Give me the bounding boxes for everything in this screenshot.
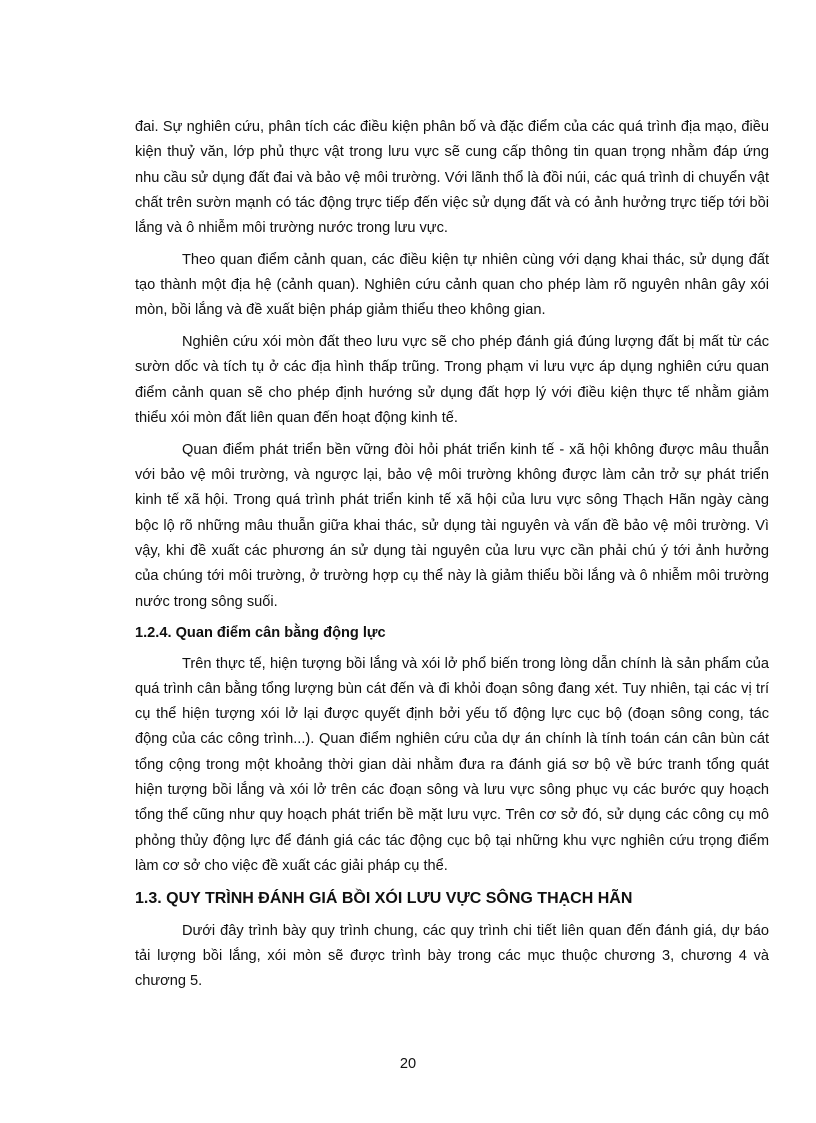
paragraph-dynamic-balance: Trên thực tế, hiện tượng bồi lắng và xói lở phổ biến trong lòng dẫn chính là sản phẩm của quá trình cân bằng tổng lượng bùn cát đến và đi khỏi đoạn sông đang xét. Tuy nhiên, tại các vị trí cụ thể hiện tượng xói lở lại được quyết định bởi yếu tố động lực cục bộ (đoạn sông cong, tác động của các công trình...). Quan điểm nghiên cứu của dự án chính là tính toán cán cân bùn cát tổng cộng trong một khoảng thời gian dài nhằm đưa ra đánh giá sơ bộ về bức tranh tổng quát hiện tượng bồi lắng và xói lở trên các đoạn sông và lưu vực sông phục vụ các bước quy hoạch tổng thể cũng như quy hoạch phát triển bề mặt lưu vực. Trên cơ sở đó, sử dụng các công cụ mô phỏng thủy động lực để đánh giá các tác động cục bộ tại những khu vực nghiên cứu trọng điểm làm cơ sở cho việc đề xuất các giải pháp cụ thể.	[135, 655, 769, 874]
paragraph-soil-erosion: Nghiên cứu xói mòn đất theo lưu vực sẽ cho phép đánh giá đúng lượng đất bị mất từ các sườn dốc và tích tụ ở các địa hình thấp trũng. Trong phạm vi lưu vực áp dụng nghiên cứu quan điểm cảnh quan sẽ cho phép định hướng sử dụng đất hợp lý với điều kiện thực tế nhằm giảm thiểu xói mòn đất liên quan đến hoạt động kinh tế.	[135, 334, 769, 427]
document-body	[135, 115, 769, 1001]
section-heading-1-2-4: 1.2.4. Quan điểm cân bằng động lực	[135, 625, 386, 642]
paragraph-landscape-viewpoint: Theo quan điểm cảnh quan, các điều kiện tự nhiên cùng với dạng khai thác, sử dụng đất tạo thành một địa hệ (cảnh quan). Nghiên cứu cảnh quan cho phép làm rõ nguyên nhân gây xói mòn, bồi lắng và đề xuất biện pháp giảm thiểu theo không gian.	[135, 251, 769, 319]
paragraph-assessment-process: Dưới đây trình bày quy trình chung, các quy trình chi tiết liên quan đến đánh giá, dự báo tải lượng bồi lắng, xói mòn sẽ được trình bày trong các mục thuộc chương 3, chương 4 và chương 5.	[135, 922, 769, 990]
paragraph-sustainable-development: Quan điểm phát triển bền vững đòi hỏi phát triển kinh tế - xã hội không được mâu thuẫn với bảo vệ môi trường, và ngược lại, bảo vệ môi trường không được làm cản trở sự phát triển kinh tế xã hội. Trong quá trình phát triển kinh tế xã hội của lưu vực sông Thạch Hãn ngày càng bộc lộ rõ những mâu thuẫn giữa khai thác, sử dụng tài nguyên và vấn đề bảo vệ môi trường. Vì vậy, khi đề xuất các phương án sử dụng tài nguyên của lưu vực cần phải chú ý tới ảnh hưởng của chúng tới môi trường, ở trường hợp cụ thể này là giảm thiểu bồi lắng và ô nhiễm môi trường nước trong sông suối.	[135, 441, 769, 610]
page-number: 20	[399, 1056, 417, 1072]
paragraph-continuation: đai. Sự nghiên cứu, phân tích các điều kiện phân bố và đặc điểm của các quá trình địa mạo, điều kiện thuỷ văn, lớp phủ thực vật trong lưu vực sẽ cung cấp thông tin quan trọng nhằm đáp ứng nhu cầu sử dụng đất đai và bảo vệ môi trường. Với lãnh thổ là đồi núi, các quá trình di chuyển vật chất trên sườn mạnh có tác động trực tiếp đến việc sử dụng đất và có ảnh hưởng trực tiếp tới bồi lắng và ô nhiễm môi trường nước trong lưu vực.	[135, 119, 769, 237]
section-heading-1-3: 1.3. QUY TRÌNH ĐÁNH GIÁ BỒI XÓI LƯU VỰC SÔNG THẠCH HÃN	[135, 889, 633, 907]
